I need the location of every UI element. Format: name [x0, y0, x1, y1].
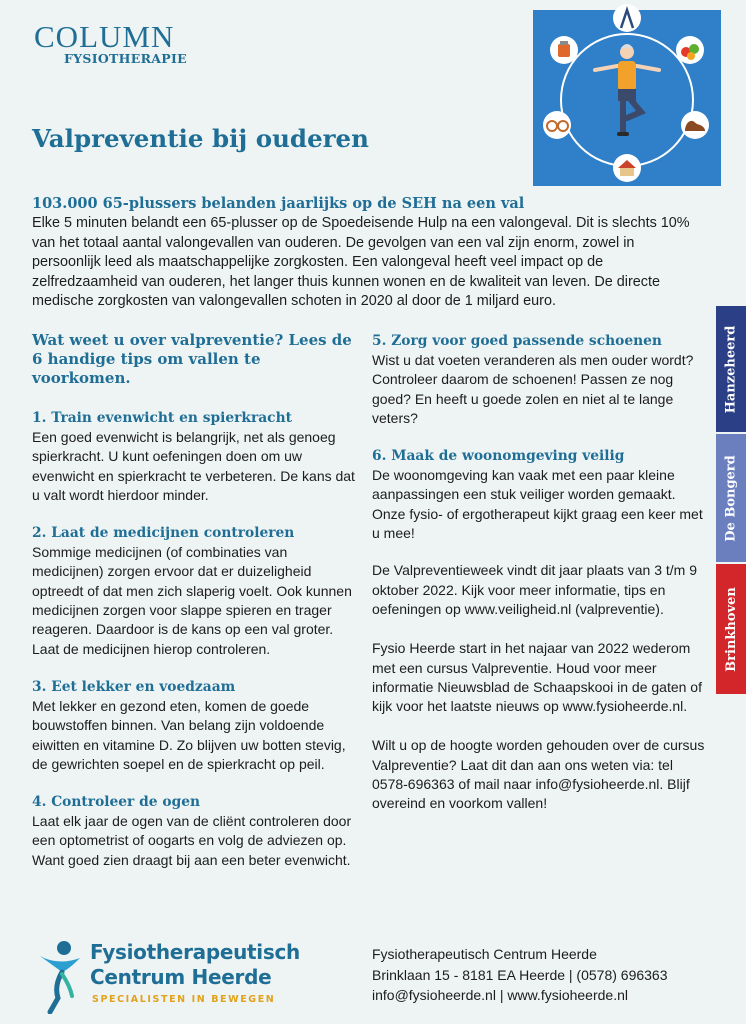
tab-de-bongerd — [716, 434, 746, 562]
tips-lead: Wat weet u over valpreventie? Lees de 6 handige tips om vallen te voorkomen. — [32, 331, 352, 387]
logo-tagline: SPECIALISTEN IN BEWEGEN — [92, 994, 276, 1005]
tip-text: Sommige medicijnen (of combinaties van medicijnen) zorgen ervoor dat er duizeligheid optreedt of dat men zich slaperig voelt. Ook kunnen medicijnen zorgen voor slappe spieren en trager reageren. Daardoor is de kans op een val groter. Laat de medicijnen hierop controleren. — [32, 544, 352, 657]
tip-title: 5. Zorg voor goed passende schoenen — [372, 333, 662, 349]
tab-brinkhoven — [716, 564, 746, 694]
intro-section — [32, 195, 700, 312]
tab-label: Brinkhoven — [723, 586, 739, 672]
house-icon — [613, 154, 641, 182]
medicine-icon — [550, 36, 578, 64]
tip-title: 3. Eet lekker en voedzaam — [32, 678, 236, 695]
info-paragraph: De Valpreventieweek vindt dit jaar plaats van 3 t/m 9 oktober 2022. Kijk voor meer informatie, tips en oefeningen op www.veiligheid.nl (valpreventie). — [372, 562, 698, 617]
tip-title: 6. Maak de woonomgeving veilig — [372, 448, 625, 465]
tip-text: Laat elk jaar de ogen van de cliënt controleren door een optometrist of oogarts en volg de adviezen op. Want goed zien draagt bij aan een beter evenwicht. — [32, 813, 352, 868]
column-label: COLUMN — [34, 19, 175, 54]
contact-info — [372, 944, 668, 1006]
tab-label: Hanzeheerd — [723, 325, 739, 413]
tip-text: Wist u dat voeten veranderen als men ouder wordt? Controleer daarom de schoenen! Passen ze nog goed? En heeft u goede zolen en niet al te lange veters? — [372, 352, 694, 426]
figure-logo-icon — [32, 938, 88, 1014]
tip-text: De woonomgeving kan vaak met een paar kleine aanpassingen een stuk veiliger worden gemaakt. Onze fysio- of ergotherapeut kijkt graag een keer met u mee! — [372, 467, 703, 542]
tip-title: 1. Train evenwicht en spierkracht — [32, 410, 292, 426]
logo-line-2: Centrum Heerde — [90, 965, 272, 989]
right-column — [372, 331, 707, 834]
contact-web: info@fysioheerde.nl | www.fysioheerde.nl — [372, 987, 628, 1003]
glasses-icon — [543, 111, 571, 139]
intro-heading: 103.000 65-plussers belanden jaarlijks op de SEH na een val — [32, 195, 525, 212]
tip-title: 4. Controleer de ogen — [32, 794, 201, 811]
contact-address: Brinklaan 15 - 8181 EA Heerde | (0578) 696363 — [372, 966, 668, 983]
tip-text: Een goed evenwicht is belangrijk, net als genoeg spierkracht. U kunt oefeningen doen om uw evenwicht en spierkracht te verbeteren. De kans dat u valt wordt hierdoor minder. — [32, 429, 355, 503]
tab-hanzeheerd — [716, 306, 746, 432]
column-brand — [34, 19, 187, 66]
tab-label: De Bongerd — [723, 454, 739, 542]
tip-text: Met lekker en gezond eten, komen de goede bouwstoffen binnen. Van belang zijn voldoende eiwitten en vitamine D. Zo blijven uw botten stevig, de gewrichten soepel en de spierkracht op peil. — [32, 697, 346, 772]
intro-text: Elke 5 minuten belandt een 65-plusser op de Spoedeisende Hulp na een valongeval. Dit is slechts 10% van het totaal aantal valongevallen van ouderen. De gevolgen van een val zijn enorm, zowel in persoonlijk leed als maatschappelijke zorgkosten. Een valongeval heeft veel impact op de zelfredzaamheid van ouderen, het langer thuis kunnen wonen en de kwaliteit van leven. De directe medische zorgkosten van valongevallen schoten in 2020 al door de 1 miljard euro. — [32, 215, 690, 309]
balance-illustration — [527, 0, 724, 188]
walker-icon — [613, 4, 641, 32]
contact-name: Fysiotherapeutisch Centrum Heerde — [372, 946, 597, 962]
info-paragraph: Fysio Heerde start in het najaar van 2022 wederom met een cursus Valpreventie. Houd voor meer informatie Nieuwsblad de Schaapskooi in de gaten of kijk voor het laatste nieuws op www.fysioheerde.nl. — [372, 640, 702, 715]
column-subtitle: FYSIOTHERAPIE — [64, 51, 187, 66]
tip-title: 2. Laat de medicijnen controleren — [32, 525, 295, 542]
page-title: Valpreventie bij ouderen — [32, 124, 369, 153]
shoe-icon — [681, 111, 709, 139]
left-column — [32, 331, 362, 888]
logo-line-1: Fysiotherapeutisch — [90, 940, 300, 964]
food-icon — [676, 36, 704, 64]
logo — [32, 938, 332, 1018]
info-paragraph: Wilt u op de hoogte worden gehouden over de cursus Valpreventie? Laat dit dan aan ons weten via: tel 0578-696363 of mail naar info@fysioheerde.nl. Blijf overeind en voorkom vallen! — [372, 737, 705, 812]
